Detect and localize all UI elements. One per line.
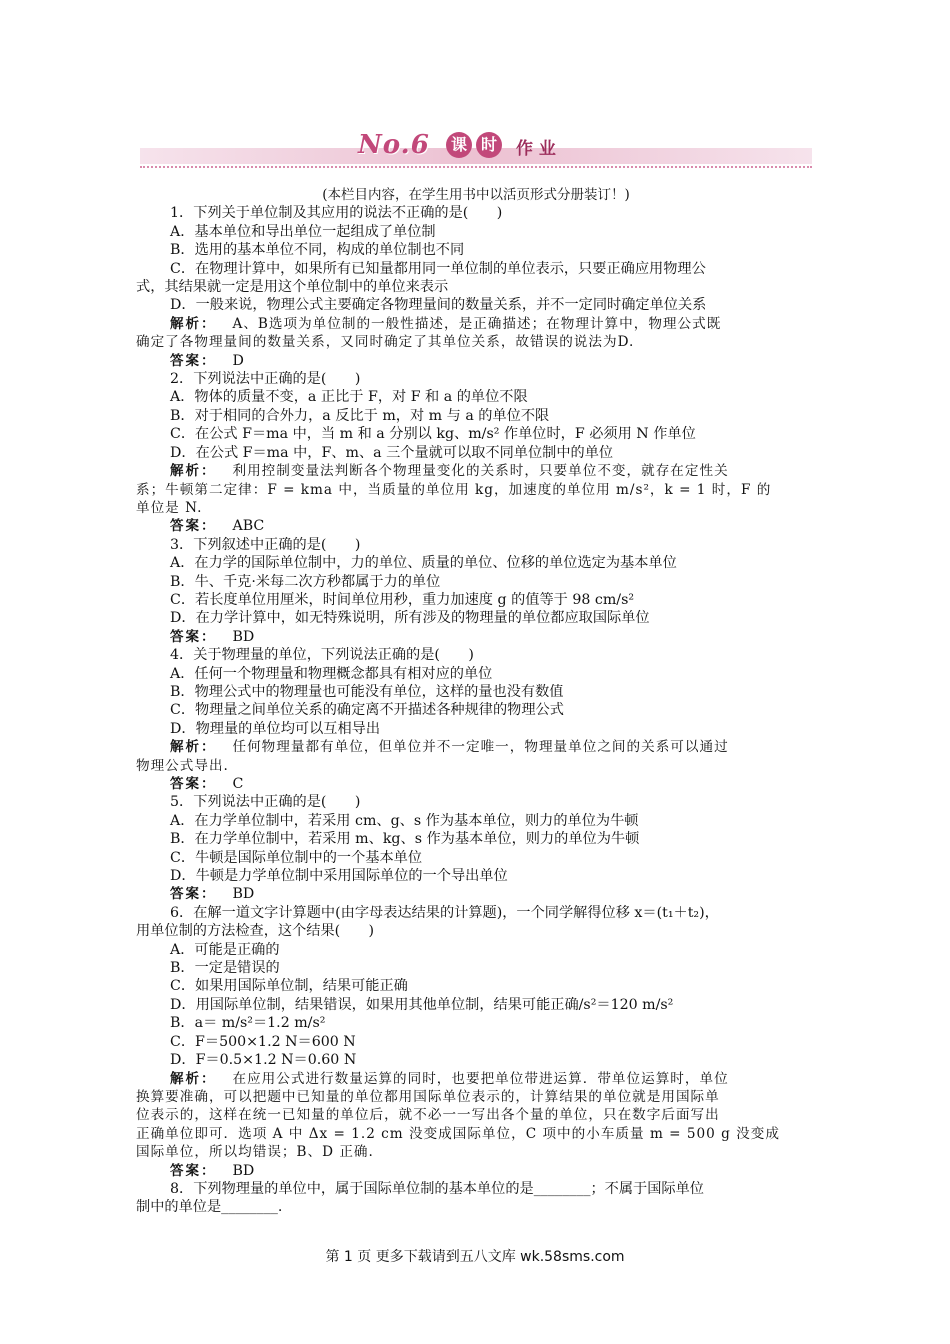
answer-label: 答案： — [170, 628, 217, 645]
answer-line: 答案： ABC — [170, 518, 265, 535]
answer-line: 答案： C — [170, 776, 244, 792]
option-line: D．物理量的单位均可以互相导出 — [170, 720, 381, 737]
header-banner — [140, 128, 812, 174]
binding-note: (本栏目内容，在学生用书中以活页形式分册装订！) — [322, 187, 630, 203]
page-footer: 第 1 页 更多下载请到五八文库 wk.58sms.com — [325, 1249, 625, 1265]
option-line: B．选用的基本单位不同，构成的单位制也不同 — [170, 242, 465, 259]
answer-line: 答案： BD — [170, 886, 255, 903]
option-line: C．若长度单位用厘米，时间单位用秒，重力加速度 g 的值等于 98 cm/s² — [170, 591, 635, 608]
option-line: C．F＝500×1.2 N＝600 N — [170, 1033, 356, 1050]
answer-label: 答案： — [170, 886, 217, 903]
option-line: D．在力学计算中，如无特殊说明，所有涉及的物理量的单位都应取国际单位 — [170, 610, 650, 627]
analysis-line: 国际单位，所以均错误；B、D 正确. — [136, 1144, 374, 1161]
option-line: B．在力学单位制中，若采用 m、kg、s 作为基本单位，则力的单位为牛顿 — [170, 831, 640, 848]
banner-shi-badge: 时 — [476, 132, 502, 158]
answer-line: 答案： D — [170, 352, 244, 369]
option-line: A．可能是正确的 — [170, 941, 280, 958]
option-line: C．物理量之间单位关系的确定离不开描述各种规律的物理公式 — [170, 702, 564, 719]
option-line: A．在力学单位制中，若采用 cm、g、s 作为基本单位，则力的单位为牛顿 — [170, 812, 639, 829]
option-line: D．用国际单位制，结果错误，如果用其他单位制，结果可能正确/s²＝120 m/s² — [170, 996, 674, 1013]
option-line: D．在公式 F＝ma 中，F、m、a 三个量就可以取不同单位制中的单位 — [170, 444, 614, 461]
banner-title: 作 业 — [516, 139, 556, 159]
answer-label: 答案： — [170, 352, 217, 369]
option-line: B．一定是错误的 — [170, 960, 280, 977]
analysis-line: 解析： 利用控制变量法判断各个物理量变化的关系时，只要单位不变，就存在定性关 — [170, 463, 729, 480]
answer-line: 答案： BD — [170, 628, 255, 645]
option-line: C．在公式 F＝ma 中，当 m 和 a 分别以 kg、m/s² 作单位时，F 必须用 N 作单位 — [170, 426, 696, 443]
document-body — [136, 186, 816, 1217]
option-line: B．对于相同的合外力，a 反比于 m，对 m 与 a 的单位不限 — [170, 407, 550, 424]
question-6: 6．在解一道文字计算题中(由字母表达结果的计算题)，一个同学解得位移 x＝(t₁＋t₂)， — [170, 904, 719, 921]
banner-band — [140, 148, 812, 164]
answer-label: 答案： — [170, 1162, 217, 1179]
analysis-line: 解析： 在应用公式进行数量运算的同时，也要把单位带进运算．带单位运算时，单位 — [170, 1070, 729, 1087]
question-2: 2．下列说法中正确的是( ) — [170, 371, 361, 388]
option-line: C．在物理计算中，如果所有已知量都用同一单位制的单位表示，只要正确应用物理公 — [170, 260, 706, 277]
analysis-label: 解析： — [170, 1070, 217, 1087]
analysis-label: 解析： — [170, 739, 217, 756]
analysis-line: 位表示的，这样在统一已知量的单位后，就不必一一写出各个量的单位，只在数字后面写出 — [136, 1107, 720, 1124]
analysis-line: 正确单位即可．选项 A 中 Δx = 1.2 cm 没变成国际单位，C 项中的小车质量 m = 500 g 没变成 — [136, 1125, 780, 1142]
option-line: C．如果用国际单位制，结果可能正确 — [170, 978, 408, 995]
question-3: 3．下列叙述中正确的是( ) — [170, 536, 361, 553]
question-4: 4．关于物理量的单位，下列说法正确的是( ) — [170, 647, 474, 664]
question-1: 1．下列关于单位制及其应用的说法不正确的是( ) — [170, 205, 503, 222]
option-line: D．F＝0.5×1.2 N＝0.60 N — [170, 1052, 357, 1069]
option-line: D．牛顿是力学单位制中采用国际单位的一个导出单位 — [170, 868, 508, 885]
analysis-line: 解析： A、B选项为单位制的一般性描述，是正确描述；在物理计算中，物理公式既 — [170, 315, 722, 332]
question-5: 5．下列说法中正确的是( ) — [170, 794, 361, 811]
question-8: 8．下列物理量的单位中，属于国际单位制的基本单位的是________；不属于国际单位 — [170, 1180, 704, 1197]
option-line: 式，其结果就一定是用这个单位制中的单位来表示 — [136, 279, 449, 296]
banner-ke-badge: 课 — [446, 132, 472, 158]
analysis-line: 换算要准确，可以把题中已知量的单位都用国际单位表示的，计算结果的单位就是用国际单 — [136, 1088, 720, 1105]
option-line: B．a＝ m/s²＝1.2 m/s² — [170, 1015, 326, 1032]
option-line: B．牛、千克·米每二次方秒都属于力的单位 — [170, 573, 441, 590]
answer-line: 答案： BD — [170, 1162, 255, 1179]
option-line: A．任何一个物理量和物理概念都具有相对应的单位 — [170, 665, 493, 682]
lesson-number: No.6 — [358, 130, 430, 160]
option-line: D．一般来说，物理公式主要确定各物理量间的数量关系，并不一定同时确定单位关系 — [170, 297, 707, 314]
option-line: A．物体的质量不变，a 正比于 F，对 F 和 a 的单位不限 — [170, 389, 528, 406]
analysis-line: 系；牛顿第二定律：F = kma 中，当质量的单位用 kg，加速度的单位用 m/s²，k = 1 时，F 的 — [136, 481, 772, 498]
answer-label: 答案： — [170, 518, 217, 535]
option-line: A．基本单位和导出单位一起组成了单位制 — [170, 223, 436, 240]
analysis-label: 解析： — [170, 463, 217, 480]
analysis-line: 解析： 任何物理量都有单位，但单位并不一定唯一，物理量单位之间的关系可以通过 — [170, 739, 729, 756]
banner-dotted-line — [140, 166, 812, 168]
option-line: C．牛顿是国际单位制中的一个基本单位 — [170, 849, 423, 866]
answer-label: 答案： — [170, 776, 217, 792]
question-8-continued: 制中的单位是________. — [136, 1199, 283, 1216]
analysis-label: 解析： — [170, 315, 217, 332]
analysis-line: 单位是 N. — [136, 499, 203, 516]
analysis-line: 物理公式导出. — [136, 757, 229, 774]
question-6-continued: 用单位制的方法检查，这个结果( ) — [136, 923, 375, 940]
analysis-line: 确定了各物理量间的数量关系，又同时确定了其单位关系，故错误的说法为D. — [136, 334, 635, 351]
option-line: B．物理公式中的物理量也可能没有单位，这样的量也没有数值 — [170, 683, 564, 700]
option-line: A．在力学的国际单位制中，力的单位、质量的单位、位移的单位选定为基本单位 — [170, 555, 677, 572]
